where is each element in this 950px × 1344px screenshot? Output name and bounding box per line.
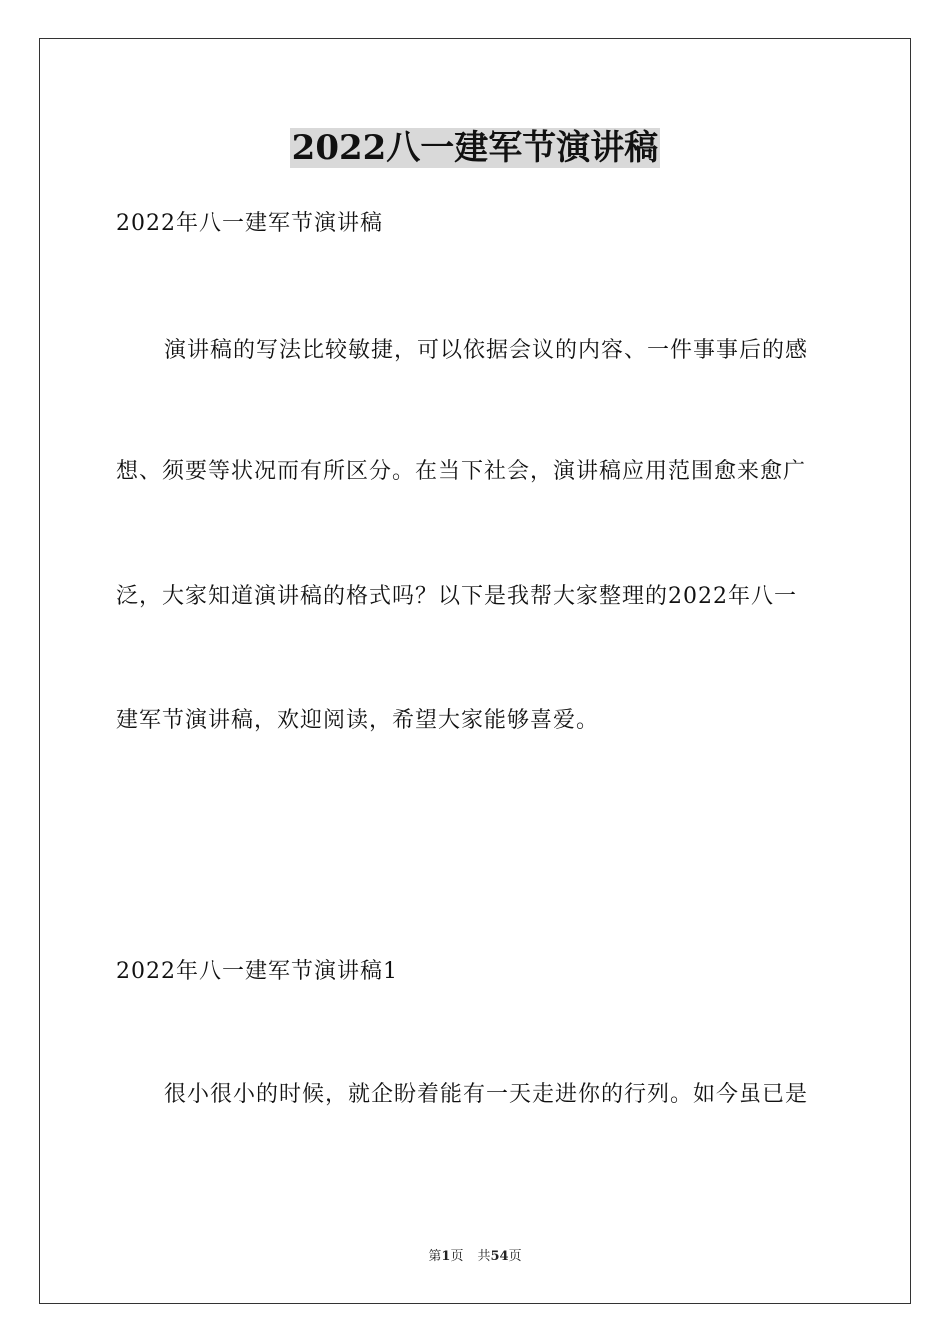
paragraph-line: 建军节演讲稿，欢迎阅读，希望大家能够喜爱。 <box>116 708 600 733</box>
section-heading: 2022年八一建军节演讲稿1 <box>116 959 398 984</box>
paragraph-line: 泛，大家知道演讲稿的格式吗？以下是我帮大家整理的2022年八一 <box>116 584 797 609</box>
page-label-suffix: 页 <box>450 1249 464 1264</box>
paragraph-line: 很小很小的时候，就企盼着能有一天走进你的行列。如今虽已是 <box>164 1082 809 1107</box>
document-subtitle: 2022年八一建军节演讲稿 <box>116 211 383 236</box>
total-label-suffix: 页 <box>508 1249 522 1264</box>
page-footer <box>0 1248 950 1266</box>
page-label-prefix: 第 <box>428 1249 442 1264</box>
paragraph-line: 演讲稿的写法比较敏捷，可以依据会议的内容、一件事事后的感 <box>164 338 809 363</box>
document-title <box>0 126 950 170</box>
total-label-prefix: 共 <box>477 1249 491 1264</box>
total-page-count: 54 <box>490 1249 509 1264</box>
document-title-text: 2022八一建军节演讲稿 <box>291 128 659 168</box>
current-page-number: 1 <box>441 1249 451 1264</box>
paragraph-line: 想、须要等状况而有所区分。在当下社会，演讲稿应用范围愈来愈广 <box>116 459 807 484</box>
